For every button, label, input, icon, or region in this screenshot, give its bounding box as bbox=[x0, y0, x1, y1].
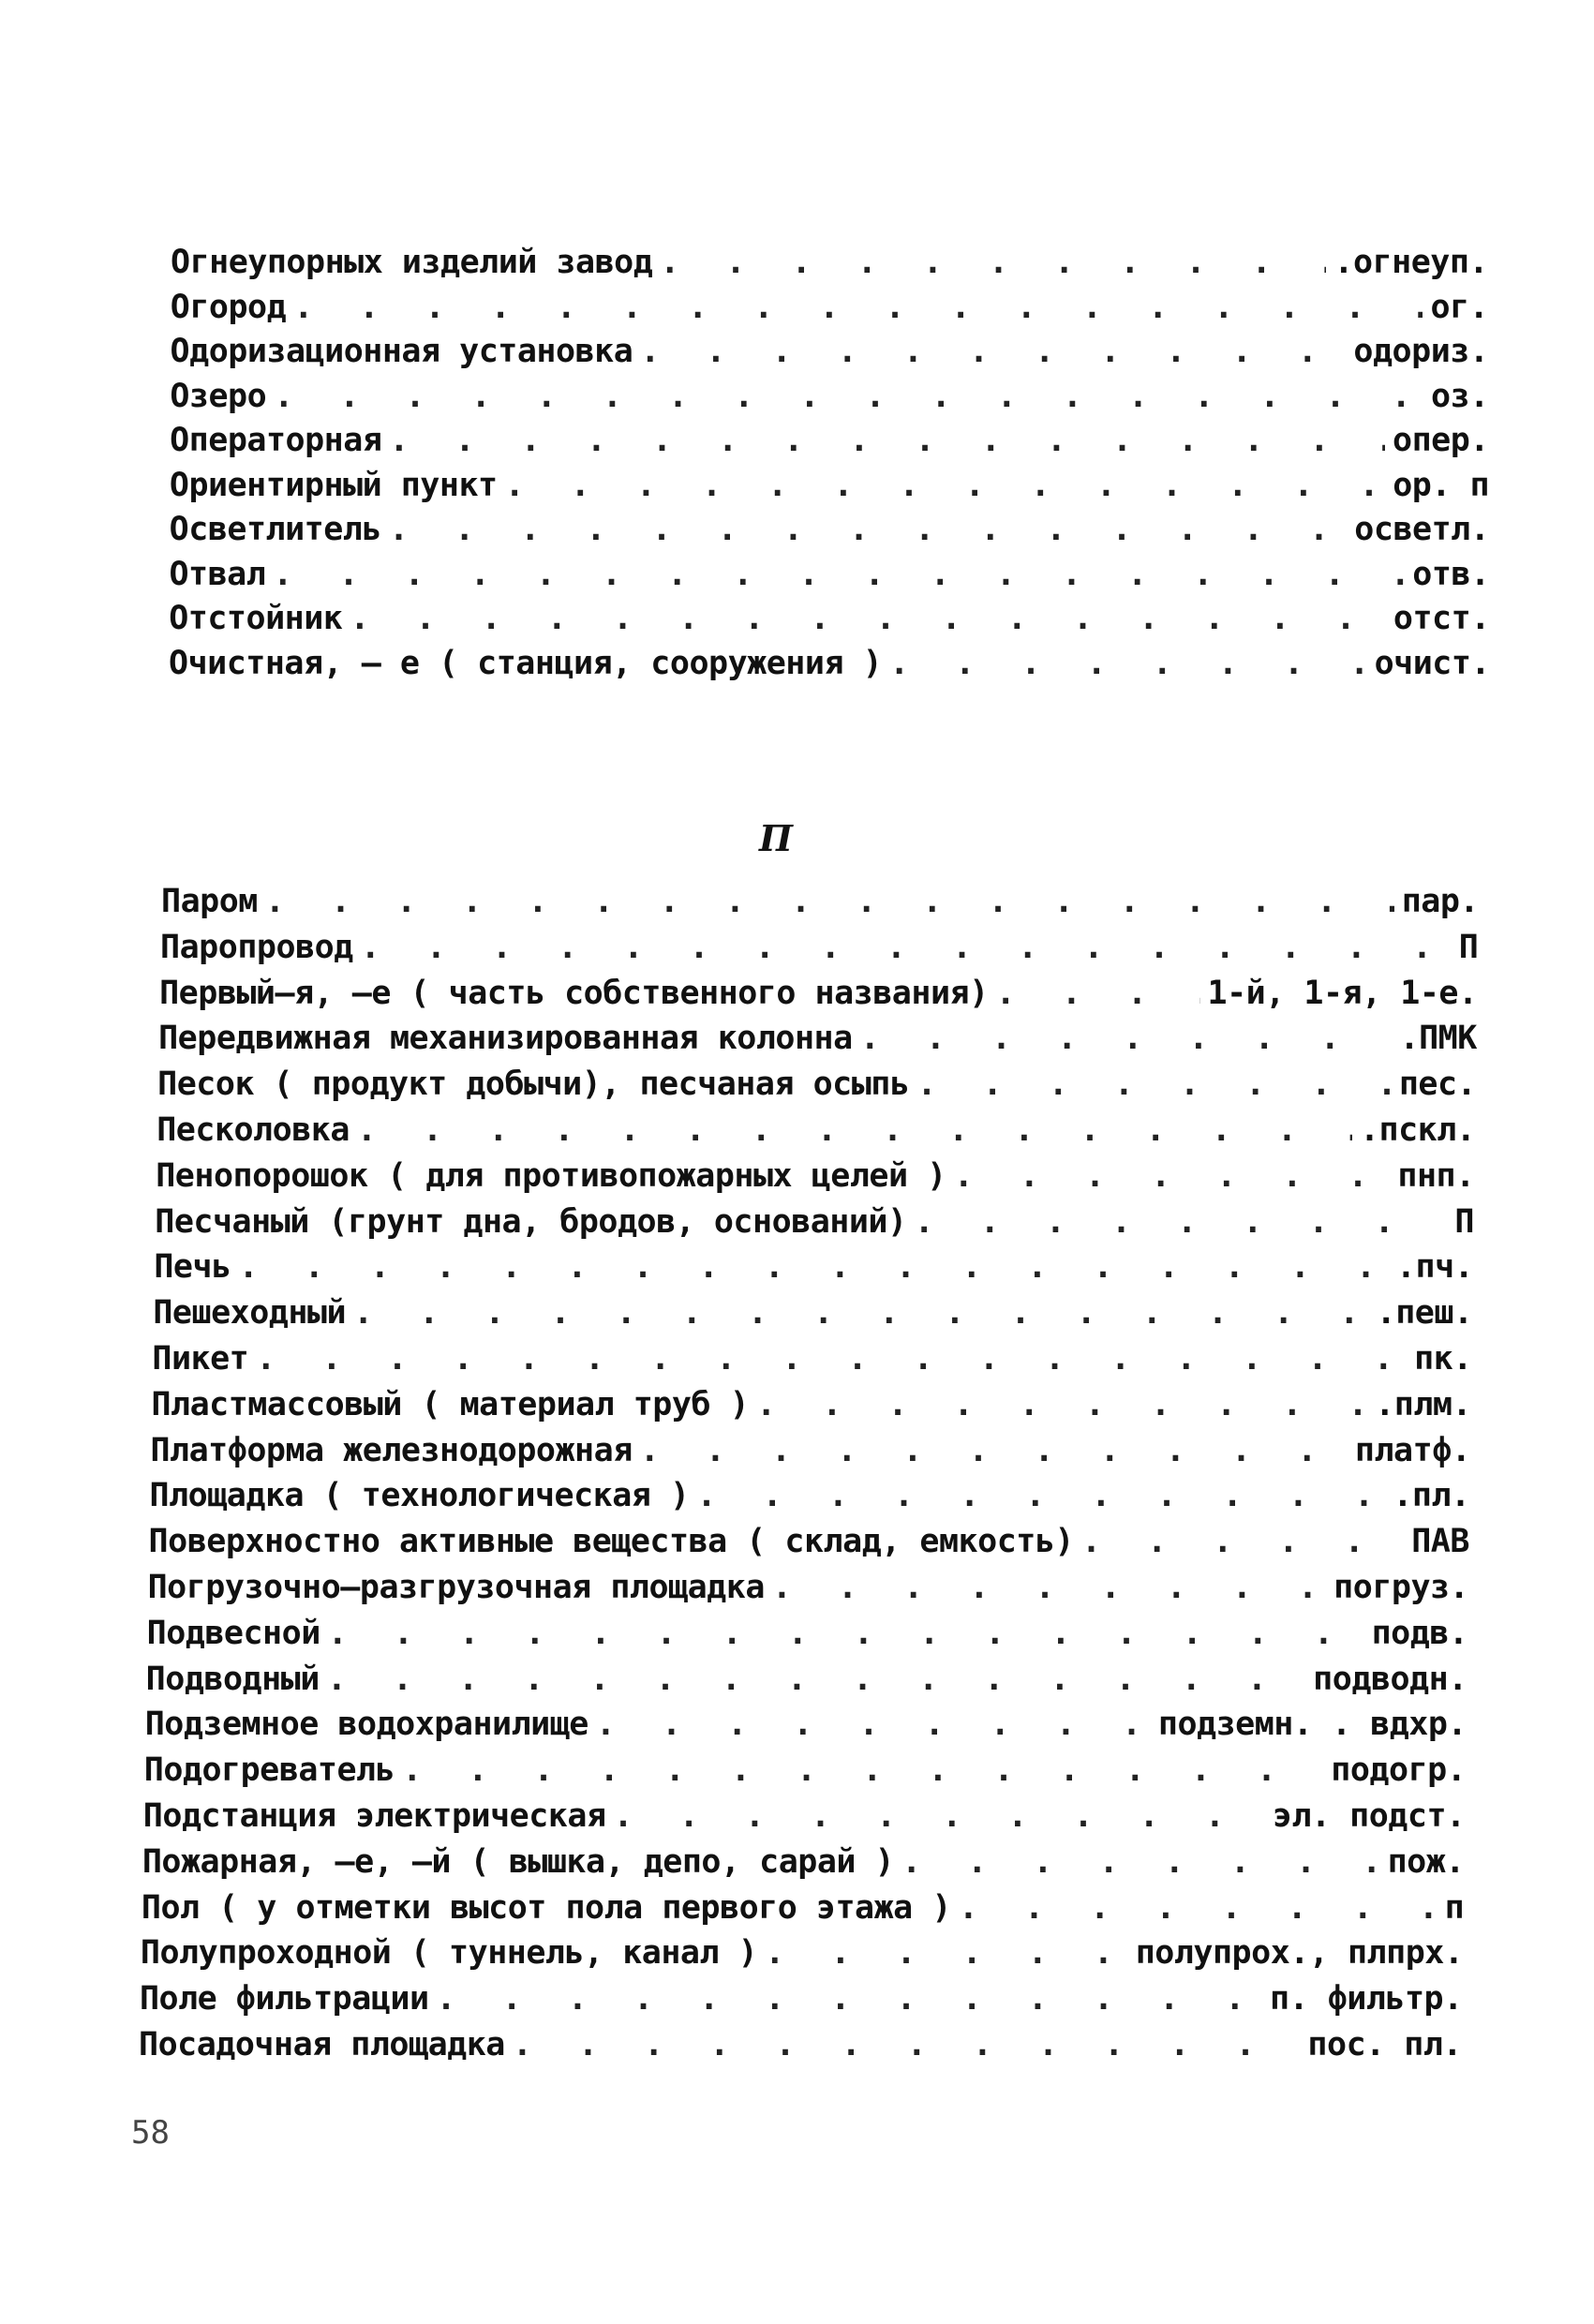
dot-leader bbox=[239, 1246, 1389, 1288]
entry-term: Озеро bbox=[170, 377, 267, 415]
dot-leader bbox=[265, 881, 1394, 922]
entry-term: Печь bbox=[154, 1248, 231, 1287]
dot-leader bbox=[437, 1978, 1262, 2019]
entry-row bbox=[142, 1887, 1464, 1932]
entry-row bbox=[169, 598, 1490, 643]
entry-term: Паропровод bbox=[160, 928, 353, 966]
entry-abbreviation: осветл. bbox=[1354, 511, 1490, 548]
entry-term: Пенопорошок ( для противопожарных целей ) bbox=[156, 1156, 946, 1195]
entry-abbreviation: пнп. bbox=[1397, 1156, 1475, 1195]
entry-term: Площадка ( технологическая ) bbox=[149, 1477, 690, 1515]
dot-leader bbox=[505, 465, 1386, 506]
entry-abbreviation: подводн. bbox=[1313, 1660, 1467, 1698]
entry-term: Подземное водохранилище bbox=[144, 1706, 588, 1744]
dot-leader bbox=[256, 1338, 1407, 1379]
entry-term: Ориентирный пункт bbox=[169, 466, 498, 504]
entry-row bbox=[171, 242, 1488, 287]
entry-abbreviation: отв. bbox=[1412, 555, 1490, 593]
entry-abbreviation: .пеш. bbox=[1376, 1294, 1473, 1333]
dot-leader bbox=[916, 1064, 1391, 1105]
entry-abbreviation: очист. bbox=[1374, 644, 1490, 682]
entry-row bbox=[169, 643, 1490, 688]
entry-abbreviation: .пскл. bbox=[1359, 1111, 1476, 1149]
dot-leader bbox=[954, 1155, 1391, 1197]
entry-term: Песчаный (грунт дна, бродов, оснований) bbox=[155, 1202, 907, 1241]
dot-leader bbox=[596, 1704, 1151, 1745]
dot-leader bbox=[274, 376, 1423, 417]
dot-leader bbox=[765, 1932, 1127, 1974]
entry-term: Пешеходный bbox=[153, 1294, 347, 1333]
dot-leader bbox=[389, 509, 1347, 550]
entry-abbreviation: пес. bbox=[1398, 1065, 1477, 1104]
entry-abbreviation: 1-й, 1-я, 1-е. bbox=[1207, 974, 1478, 1012]
entry-row bbox=[156, 1110, 1475, 1155]
entry-term: Отвал bbox=[169, 555, 266, 593]
dot-leader bbox=[357, 1110, 1352, 1151]
entry-row bbox=[171, 331, 1489, 376]
entry-abbreviation: погруз. bbox=[1333, 1569, 1469, 1606]
dot-leader bbox=[697, 1475, 1386, 1516]
dot-leader bbox=[513, 2024, 1301, 2065]
dot-leader bbox=[915, 1201, 1448, 1243]
entry-row bbox=[170, 465, 1489, 510]
entry-term: Поле фильтрации bbox=[139, 1980, 429, 2019]
entry-abbreviation: п bbox=[1444, 1888, 1465, 1927]
dot-leader bbox=[389, 420, 1385, 461]
dot-leader bbox=[1081, 1521, 1404, 1562]
entry-term: Посадочная площадка bbox=[139, 2026, 505, 2063]
entry-abbreviation: отст. bbox=[1393, 600, 1490, 637]
entry-abbreviation: .плм. bbox=[1375, 1385, 1472, 1423]
entry-term: Осветлитель bbox=[169, 511, 381, 548]
entry-row bbox=[159, 973, 1477, 1018]
entry-abbreviation: подв. bbox=[1371, 1614, 1468, 1652]
entry-term: Операторная bbox=[170, 422, 382, 459]
entry-row bbox=[160, 927, 1478, 972]
entry-abbreviation: опер. bbox=[1393, 422, 1489, 459]
entry-row bbox=[154, 1246, 1473, 1291]
entry-term: Песок ( продукт добычи), песчаная осыпь bbox=[157, 1065, 910, 1104]
entry-abbreviation: ог. bbox=[1430, 288, 1489, 326]
dot-leader bbox=[361, 927, 1452, 968]
entry-abbreviation: пк. bbox=[1414, 1340, 1472, 1378]
entry-abbreviation: П bbox=[1458, 928, 1479, 966]
entry-row bbox=[144, 1750, 1467, 1795]
entry-abbreviation: пос. пл. bbox=[1307, 2026, 1462, 2063]
entry-row bbox=[157, 1064, 1476, 1109]
dot-leader bbox=[327, 1659, 1305, 1700]
entry-row bbox=[151, 1384, 1471, 1429]
entry-term: Пожарная, –е, –й ( вышка, депо, сарай ) bbox=[142, 1842, 895, 1881]
dot-leader bbox=[901, 1841, 1379, 1883]
entry-row bbox=[143, 1795, 1466, 1840]
entry-term: Одоризационная установка bbox=[170, 333, 633, 370]
entry-abbreviation: п. фильтр. bbox=[1269, 1980, 1463, 2019]
entry-term: Полупроходной ( туннель, канал ) bbox=[140, 1934, 758, 1973]
entry-abbreviation: ПАВ bbox=[1411, 1523, 1469, 1561]
entry-row bbox=[146, 1659, 1467, 1704]
entry-row bbox=[153, 1292, 1472, 1337]
dot-leader bbox=[756, 1384, 1367, 1425]
entry-row bbox=[170, 376, 1488, 421]
entry-abbreviation: .огнеуп. bbox=[1333, 244, 1488, 281]
entry-term: Пол ( у отметки высот пола первого этажа ) bbox=[141, 1888, 951, 1927]
dot-leader bbox=[660, 242, 1326, 283]
entry-row bbox=[169, 554, 1489, 599]
entry-row bbox=[156, 1155, 1474, 1200]
dot-leader bbox=[328, 1613, 1364, 1654]
entry-row bbox=[149, 1521, 1469, 1566]
entry-row bbox=[148, 1567, 1469, 1612]
entry-term: Погрузочно–разгрузочная площадка bbox=[147, 1569, 765, 1606]
entry-abbreviation: пож. bbox=[1387, 1842, 1465, 1881]
entry-row bbox=[140, 1978, 1463, 2023]
entry-row bbox=[170, 420, 1489, 465]
dot-leader bbox=[959, 1887, 1438, 1929]
entry-row bbox=[141, 1932, 1464, 1977]
dot-leader bbox=[860, 1018, 1393, 1059]
entry-term: Передвижная механизированная колонна bbox=[158, 1020, 853, 1058]
entry-term: Песколовка bbox=[156, 1111, 350, 1149]
entry-term: Подстанция электрическая bbox=[142, 1797, 606, 1835]
entry-row bbox=[155, 1201, 1474, 1246]
section-heading-p: П bbox=[759, 817, 793, 859]
dot-leader bbox=[996, 973, 1200, 1014]
entry-term: Подводный bbox=[145, 1660, 320, 1698]
entry-row bbox=[161, 881, 1479, 926]
entry-term: Платформа железнодорожная bbox=[150, 1431, 633, 1469]
dot-leader bbox=[273, 554, 1405, 595]
entry-term: Отстойник bbox=[169, 600, 343, 637]
page-number: 58 bbox=[131, 2114, 170, 2152]
entry-abbreviation: пар. bbox=[1401, 883, 1479, 920]
dot-leader bbox=[640, 331, 1346, 372]
entry-row bbox=[139, 2024, 1462, 2069]
entry-row bbox=[171, 287, 1488, 332]
dot-leader bbox=[353, 1292, 1369, 1333]
entry-abbreviation: эл. подст. bbox=[1272, 1797, 1466, 1835]
entry-abbreviation: подземн. . вдхр. bbox=[1157, 1706, 1467, 1744]
entry-row bbox=[170, 509, 1490, 554]
entry-term: Паром bbox=[161, 883, 258, 920]
entry-row bbox=[152, 1338, 1471, 1383]
entry-abbreviation: П bbox=[1454, 1202, 1474, 1241]
entry-term: Пикет bbox=[152, 1340, 249, 1378]
entry-term: Огород bbox=[170, 288, 287, 326]
entry-abbreviation: .пл. bbox=[1393, 1477, 1470, 1515]
entry-term: Первый–я, –е ( часть собственного названия) bbox=[159, 974, 989, 1012]
entry-row bbox=[142, 1841, 1465, 1886]
entry-term: Подвесной bbox=[146, 1614, 320, 1652]
entry-abbreviation: полупрох., плпрх. bbox=[1135, 1934, 1464, 1973]
entry-abbreviation: .пч. bbox=[1395, 1248, 1474, 1287]
dot-leader bbox=[640, 1430, 1348, 1471]
entry-row bbox=[145, 1704, 1467, 1749]
entry-abbreviation: оз. bbox=[1430, 377, 1489, 415]
dot-leader bbox=[402, 1750, 1323, 1791]
entry-term: Пластмассовый ( материал труб ) bbox=[151, 1385, 750, 1423]
entry-term: Огнеупорных изделий завод bbox=[171, 244, 653, 281]
dot-leader bbox=[293, 287, 1423, 328]
entry-abbreviation: платф. bbox=[1354, 1431, 1471, 1469]
entry-abbreviation: одориз. bbox=[1353, 333, 1489, 370]
entry-row bbox=[158, 1018, 1477, 1063]
dot-leader bbox=[350, 598, 1386, 639]
entry-row bbox=[147, 1613, 1468, 1658]
entry-abbreviation: .ПМК bbox=[1399, 1020, 1477, 1058]
entry-abbreviation: подогр. bbox=[1331, 1751, 1467, 1790]
entry-row bbox=[150, 1475, 1470, 1520]
entry-row bbox=[150, 1430, 1470, 1475]
dot-leader bbox=[614, 1795, 1265, 1837]
dot-leader bbox=[889, 643, 1366, 684]
entry-term: Подогреватель bbox=[143, 1751, 395, 1790]
entry-term: Очистная, – е ( станция, сооружения ) bbox=[169, 644, 883, 682]
entry-abbreviation: ор. п bbox=[1393, 466, 1490, 504]
dot-leader bbox=[772, 1567, 1326, 1608]
entry-term: Поверхностно активные вещества ( склад, емкость) bbox=[148, 1523, 1074, 1561]
